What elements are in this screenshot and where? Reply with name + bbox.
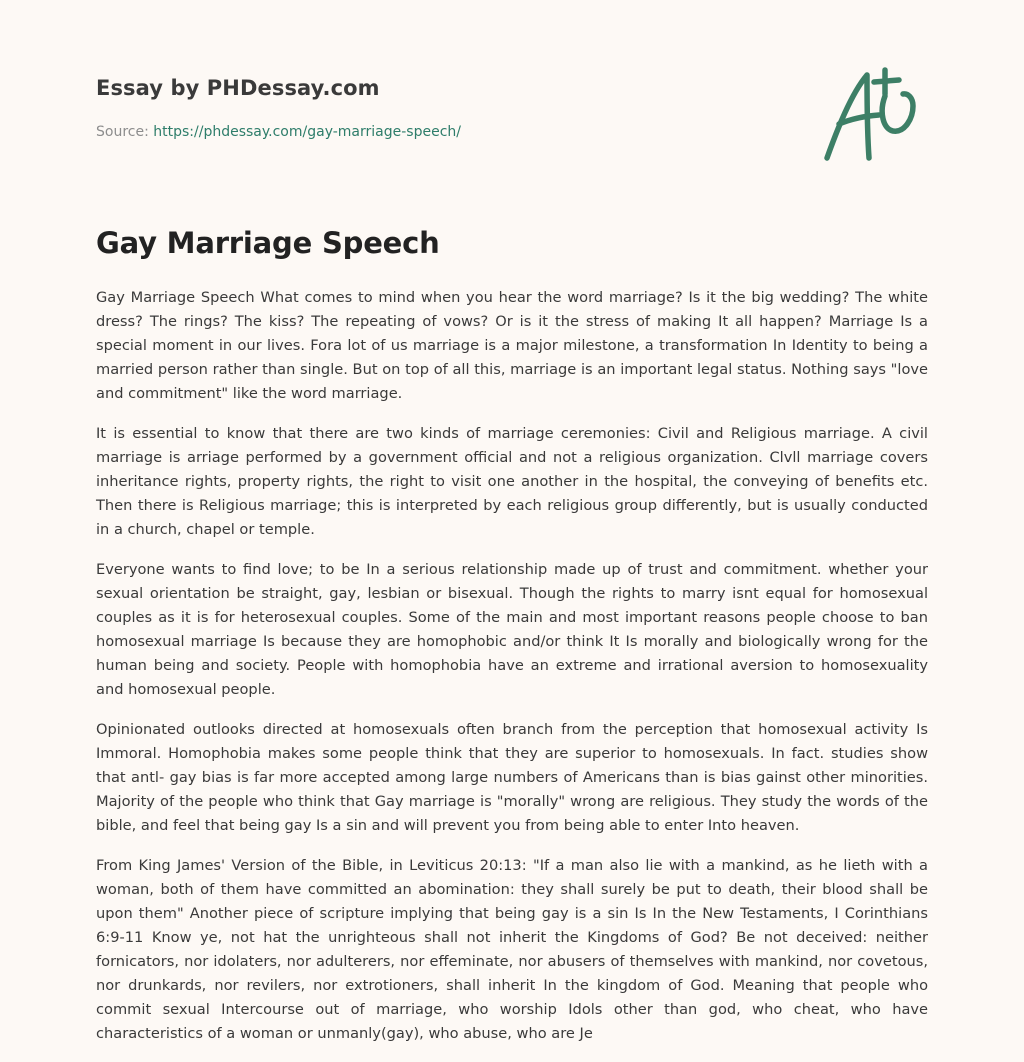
site-brand: Essay by PHDessay.com [96, 76, 380, 100]
essay-title: Gay Marriage Speech [96, 226, 440, 260]
source-line [96, 124, 461, 140]
essay-body [96, 286, 928, 1062]
essay-paragraph: Opinionated outlooks directed at homosexuals often branch from the perception that homosexual activity Is Immoral. Homophobia makes some people think that they are superior to homosexuals. In fact. studies show that antl- gay bias is far more accepted among large numbers of Americans than is bias gainst other minorities. Majority of the people who think that Gay marriage is "morally" wrong are religious. They study the words of the bible, and feel that being gay Is a sin and will prevent you from being able to enter Into heaven. [96, 721, 928, 834]
a-plus-logo-icon [823, 66, 927, 166]
source-link[interactable]: https://phdessay.com/gay-marriage-speech/ [153, 124, 461, 140]
source-label: Source: [96, 124, 149, 140]
essay-paragraph: From King James' Version of the Bible, in Leviticus 20:13: "If a man also lie with a mankind, as he lieth with a woman, both of them have committed an abomination: they shall surely be put to death, their blood shall be upon them" Another piece of scripture implying that being gay is a sin Is In the New Testaments, I Corinthians 6:9-11 Know ye, not hat the unrighteous shall not inherit the Kingdoms of God? Be not deceived: neither fornicators, nor idolaters, nor adulterers, nor effeminate, nor abusers of themselves with mankind, nor covetous, nor drunkards, nor revilers, nor extrotioners, shall inherit In the kingdom of God. Meaning that people who commit sexual Intercourse out of marriage, who worship Idols other than god, who cheat, who have characteristics of a woman or unmanly(gay), who abuse, who are Je [96, 857, 928, 1042]
essay-paragraph: It is essential to know that there are two kinds of marriage ceremonies: Civil and Religious marriage. A civil marriage is arriage performed by a government official and not a religious organization. Clvll marriage covers inheritance rights, property rights, the right to visit one another in the hospital, the conveying of benefits etc. Then there is Religious marriage; this is interpreted by each religious group differently, but is usually conducted in a church, chapel or temple. [96, 425, 928, 538]
essay-paragraph: Gay Marriage Speech What comes to mind when you hear the word marriage? Is it the big wedding? The white dress? The rings? The kiss? The repeating of vows? Or is it the stress of making It all happen? Marriage Is a special moment in our lives. Fora lot of us marriage is a major milestone, a transformation In Identity to being a married person rather than single. But on top of all this, marriage is an important legal status. Nothing says "love and commitment" like the word marriage. [96, 289, 928, 402]
essay-paragraph: Everyone wants to find love; to be In a serious relationship made up of trust and commitment. whether your sexual orientation be straight, gay, lesbian or bisexual. Though the rights to marry isnt equal for homosexual couples as it is for heterosexual couples. Some of the main and most important reasons people choose to ban homosexual marriage Is because they are homophobic and/or think It Is morally and biologically wrong for the human being and society. People with homophobia have an extreme and irrational aversion to homosexuality and homosexual people. [96, 561, 928, 698]
